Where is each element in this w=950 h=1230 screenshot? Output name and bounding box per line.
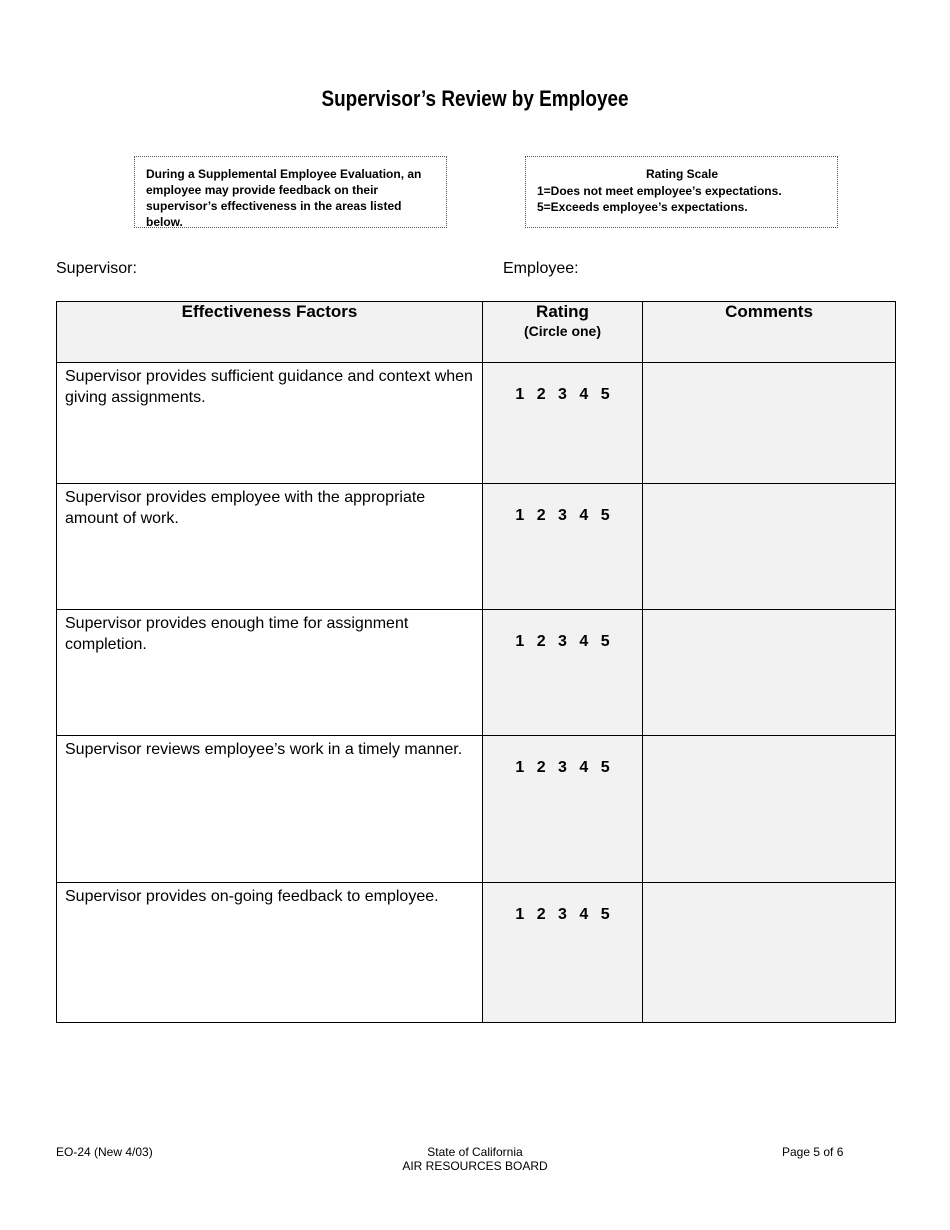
effectiveness-table [56,301,896,1023]
rating-options[interactable]: 1 2 3 4 5 [483,736,643,883]
footer-state: State of California [427,1145,523,1159]
comments-cell[interactable] [643,484,896,610]
footer-agency: AIR RESOURCES BOARD [402,1159,548,1173]
table-header-row [57,302,896,363]
page-number: Page 5 of 6 [782,1145,844,1159]
intro-text: During a Supplemental Employee Evaluation, an employee may provide feedback on their supervisor’s effectiveness in the areas listed below. [146,167,422,229]
table-row [57,883,896,1023]
footer-agency-block [325,1145,625,1173]
factor-cell: Supervisor reviews employee’s work in a timely manner. [57,736,483,883]
page-title: Supervisor’s Review by Employee [321,86,629,111]
form-id: EO-24 (New 4/03) [56,1145,153,1159]
header-factors: Effectiveness Factors [57,302,483,363]
factor-cell: Supervisor provides employee with the appropriate amount of work. [57,484,483,610]
rating-options[interactable]: 1 2 3 4 5 [483,363,643,484]
factor-cell: Supervisor provides enough time for assignment completion. [57,610,483,736]
comments-cell[interactable] [643,736,896,883]
rating-options[interactable]: 1 2 3 4 5 [483,484,643,610]
rating-options[interactable]: 1 2 3 4 5 [483,883,643,1023]
rating-scale-box [525,156,838,228]
table-row [57,363,896,484]
employee-label: Employee: [503,260,579,277]
intro-box [134,156,447,228]
header-rating [483,302,643,363]
rating-scale-heading: Rating Scale [645,167,719,181]
factor-cell: Supervisor provides on-going feedback to employee. [57,883,483,1023]
rating-scale-high: 5=Exceeds employee’s expectations. [537,200,748,214]
table-row [57,736,896,883]
rating-scale-low: 1=Does not meet employee’s expectations. [537,184,782,198]
header-comments: Comments [643,302,896,363]
comments-cell[interactable] [643,363,896,484]
comments-cell[interactable] [643,610,896,736]
factor-cell: Supervisor provides sufficient guidance and context when giving assignments. [57,363,483,484]
header-rating-label: Rating [536,302,589,321]
comments-cell[interactable] [643,883,896,1023]
table-row [57,484,896,610]
supervisor-label: Supervisor: [56,260,137,277]
rating-options[interactable]: 1 2 3 4 5 [483,610,643,736]
table-row [57,610,896,736]
header-rating-sub: (Circle one) [523,323,601,339]
